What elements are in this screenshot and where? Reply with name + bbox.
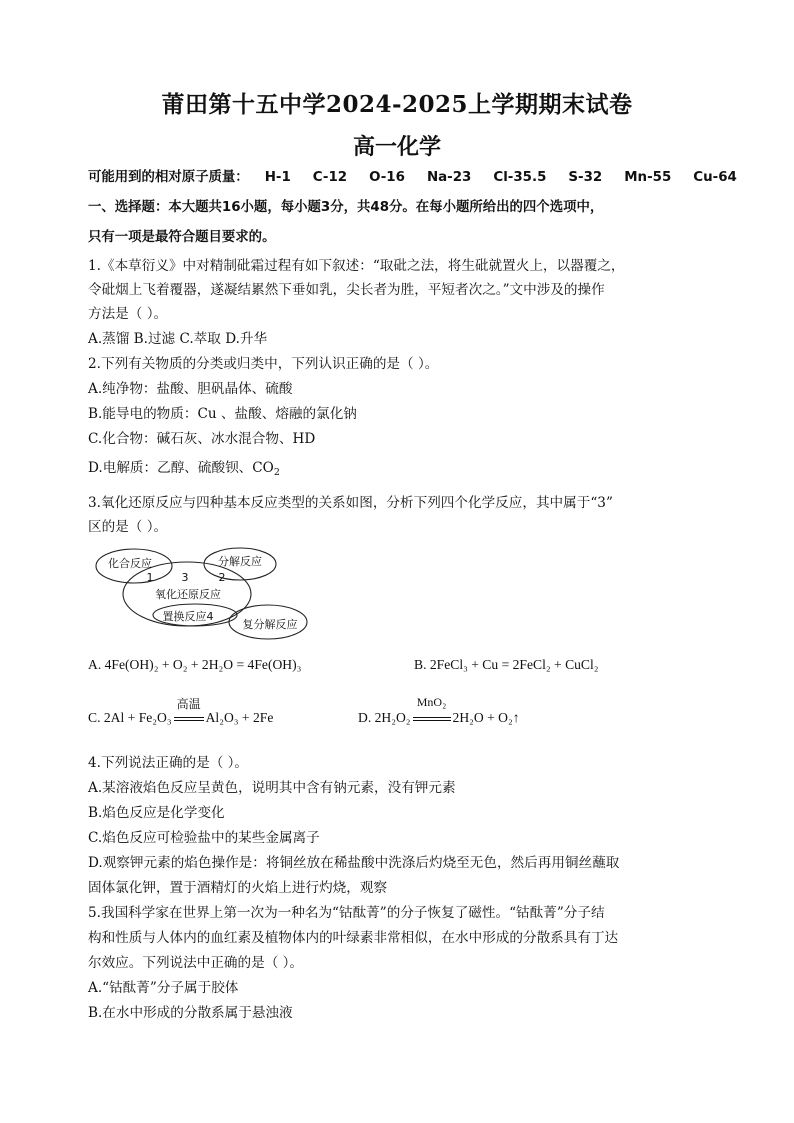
q3-option-a: A. 4Fe(OH)₂ + O₂ + 2H₂O = 4Fe(OH)₃ xyxy=(88,657,302,672)
q5-option-a: A.“钴酞菁”分子属于胶体 xyxy=(88,980,239,996)
q1-stem-cont: 令砒烟上飞着覆器，遂凝结累然下垂如乳，尖长者为胜，平短者次之。”文中涉及的操作 xyxy=(88,282,605,298)
atomic-mass-line xyxy=(88,168,759,188)
exam-title: 莆田第十五中学2024-2025上学期期末试卷 xyxy=(161,91,633,118)
atomic-mass-item: O-16 xyxy=(369,170,405,185)
q5-stem-cont: 构和性质与人体内的血红素及植物体内的叶绿素非常相似，在水中形成的分散系具有丁达 xyxy=(88,930,619,946)
q2-option-b: B.能导电的物质：Cu 、盐酸、熔融的氯化钠 xyxy=(88,406,357,422)
q3-stem-cont: 区的是（ ）。 xyxy=(88,519,168,535)
section-heading-cont: 只有一项是最符合题目要求的。 xyxy=(88,230,276,245)
redox-label: 氧化还原反应 xyxy=(155,588,221,601)
atomic-mass-item: C-12 xyxy=(312,170,348,185)
region-2-label: 2 xyxy=(218,571,226,584)
q2-stem: 2.下列有关物质的分类或归类中，下列认识正确的是（ ）。 xyxy=(88,356,439,372)
q3-option-d-condition-text: MnO₂ xyxy=(416,695,447,709)
q3-option-d-products: 2H₂O + O₂↑ xyxy=(452,710,520,725)
q1-stem: 1.《本草衍义》中对精制砒霜过程有如下叙述：“取砒之法，将生砒就置火上，以器覆之， xyxy=(88,258,625,274)
q3-option-c-condition-text: 高温 xyxy=(176,697,201,711)
q2-option-d xyxy=(88,458,280,483)
q4-option-c: C.焰色反应可检验盐中的某些金属离子 xyxy=(88,830,320,846)
q4-option-a: A.某溶液焰色反应呈黄色，说明其中含有钠元素，没有钾元素 xyxy=(88,780,456,796)
double-decomposition-label: 复分解反应 xyxy=(242,618,298,631)
atomic-mass-item: Na-23 xyxy=(426,170,472,185)
section-heading: 一、选择题：本大题共16小题，每小题3分，共48分。在每小题所给出的四个选项中， xyxy=(88,200,604,215)
q4-option-b: B.焰色反应是化学变化 xyxy=(88,805,225,821)
atomic-mass-item: H-1 xyxy=(264,170,291,185)
q3-option-c-products: Al₂O₃ + 2Fe xyxy=(205,710,274,725)
q1-stem-end: 方法是（ ）。 xyxy=(88,306,168,322)
q3-option-d-equals xyxy=(413,717,451,721)
atomic-mass-item: Mn-55 xyxy=(624,170,672,185)
atomic-mass-item: Cl-35.5 xyxy=(493,170,547,185)
displacement-label: 置换反应4 xyxy=(162,610,214,623)
q2-option-c: C.化合物：碱石灰、冰水混合物、HD xyxy=(88,431,316,447)
q3-stem: 3.氧化还原反应与四种基本反应类型的关系如图，分析下列四个化学反应，其中属于“3” xyxy=(88,495,613,511)
atomic-mass-intro: 可能用到的相对原子质量： xyxy=(88,170,249,185)
q4-option-d-cont: 固体氯化钾，置于酒精灯的火焰上进行灼烧，观察 xyxy=(88,880,388,896)
q2-option-d-text: D.电解质：乙醇、硫酸钡、CO xyxy=(88,460,274,476)
q3-option-d xyxy=(358,695,520,726)
q4-stem: 4.下列说法正确的是（ ）。 xyxy=(88,755,249,771)
reaction-types-diagram xyxy=(88,544,318,644)
decomposition-label: 分解反应 xyxy=(218,555,262,568)
q1-options: A.蒸馏 B.过滤 C.萃取 D.升华 xyxy=(88,331,268,347)
atomic-mass-item: Cu-64 xyxy=(693,170,737,185)
q3-option-c xyxy=(88,697,274,726)
q3-option-b: B. 2FeCl₃ + Cu = 2FeCl₂ + CuCl₂ xyxy=(414,657,599,672)
q2-option-d-subscript: 2 xyxy=(273,467,280,478)
exam-subject: 高一化学 xyxy=(352,134,441,160)
region-1-label: 1 xyxy=(146,571,154,584)
q5-stem: 5.我国科学家在世界上第一次为一种名为“钴酞菁”的分子恢复了磁性。“钴酞菁”分子结 xyxy=(88,905,605,921)
q3-option-c-condition xyxy=(172,697,206,726)
q5-stem-end: 尔效应。下列说法中正确的是（ ）。 xyxy=(88,955,304,971)
atomic-mass-item: S-32 xyxy=(568,170,603,185)
q3-option-c-equals xyxy=(174,717,204,721)
q4-option-d: D.观察钾元素的焰色操作是：将铜丝放在稀盐酸中洗涤后灼烧至无色，然后再用铜丝蘸取 xyxy=(88,855,620,871)
q5-option-b: B.在水中形成的分散系属于悬浊液 xyxy=(88,1005,293,1021)
q3-option-d-condition xyxy=(411,695,453,726)
q2-option-a: A.纯净物：盐酸、胆矾晶体、硫酸 xyxy=(88,381,293,397)
q3-option-d-reactants: D. 2H₂O₂ xyxy=(358,710,411,725)
q3-option-c-reactants: C. 2Al + Fe₂O₃ xyxy=(88,710,172,725)
combination-label: 化合反应 xyxy=(108,557,152,570)
region-3-label: 3 xyxy=(181,571,189,584)
